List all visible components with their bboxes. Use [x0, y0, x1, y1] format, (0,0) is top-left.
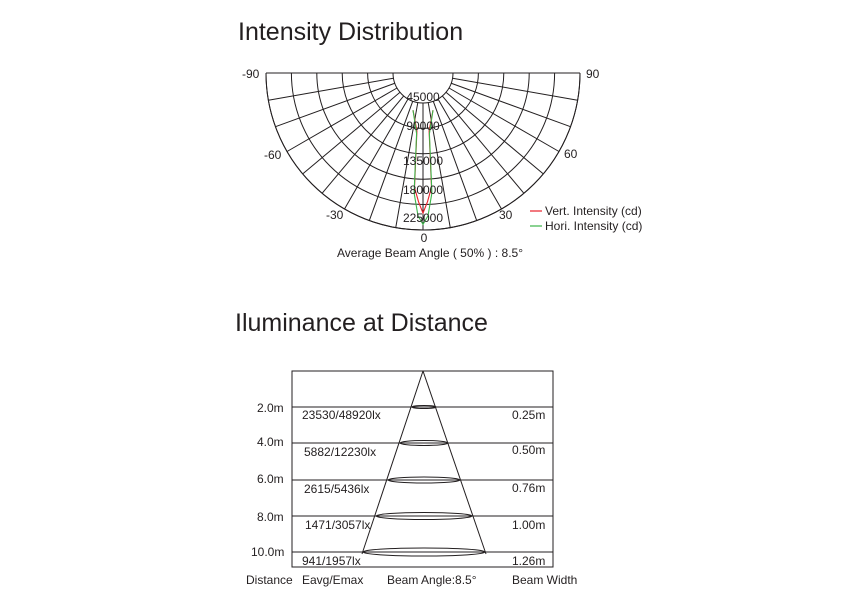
- radial-tick-label: 180000: [402, 183, 444, 197]
- angle-label-neg30: -30: [326, 208, 344, 222]
- distance-label: 2.0m: [257, 401, 284, 415]
- footer-distance-label: Distance: [246, 573, 293, 587]
- beam-cone-left-edge: [362, 371, 423, 554]
- beam-cone-right-edge: [423, 371, 486, 554]
- distance-label: 8.0m: [257, 510, 284, 524]
- footer-beam-width-label: Beam Width: [512, 573, 578, 587]
- distance-label: 4.0m: [257, 435, 284, 449]
- illuminance-value: 5882/12230lx: [304, 445, 377, 459]
- footer-beam-angle-label: Beam Angle:8.5°: [387, 573, 477, 587]
- intensity-distribution-title: Intensity Distribution: [238, 18, 464, 46]
- angle-label-neg90: -90: [242, 67, 260, 81]
- legend-label-hori: Hori. Intensity (cd): [545, 219, 643, 233]
- angle-label-neg60: -60: [264, 148, 282, 162]
- beam-width-value: 0.50m: [512, 443, 546, 457]
- radial-tick-label: 135000: [402, 154, 444, 168]
- illuminance-value: 23530/48920lx: [302, 408, 381, 422]
- beam-width-value: 1.00m: [512, 518, 546, 532]
- illuminance-value: 2615/5436lx: [304, 482, 370, 496]
- legend-label-vert: Vert. Intensity (cd): [545, 204, 642, 218]
- angle-label-0: 0: [420, 231, 428, 245]
- beam-width-value: 0.25m: [512, 408, 546, 422]
- radial-tick-label: 45000: [406, 90, 440, 104]
- illuminance-value: 941/1957lx: [302, 554, 361, 568]
- illuminance-distance-title: Iluminance at Distance: [235, 309, 488, 337]
- angle-label-60: 60: [564, 147, 578, 161]
- angle-label-30: 30: [499, 208, 513, 222]
- beam-width-value: 1.26m: [512, 554, 546, 568]
- radial-tick-label: 225000: [402, 211, 444, 225]
- distance-label: 10.0m: [251, 545, 285, 559]
- table-frame: [292, 371, 553, 567]
- distance-label: 6.0m: [257, 472, 284, 486]
- footer-illuminance-label: Eavg/Emax: [302, 573, 364, 587]
- radial-tick-label: 90000: [406, 119, 440, 133]
- beam-cone: [362, 371, 486, 556]
- illuminance-value: 1471/3057lx: [305, 518, 371, 532]
- beam-angle-caption: Average Beam Angle ( 50% ) : 8.5°: [336, 246, 524, 260]
- beam-width-value: 0.76m: [512, 481, 546, 495]
- angle-label-90: 90: [586, 67, 600, 81]
